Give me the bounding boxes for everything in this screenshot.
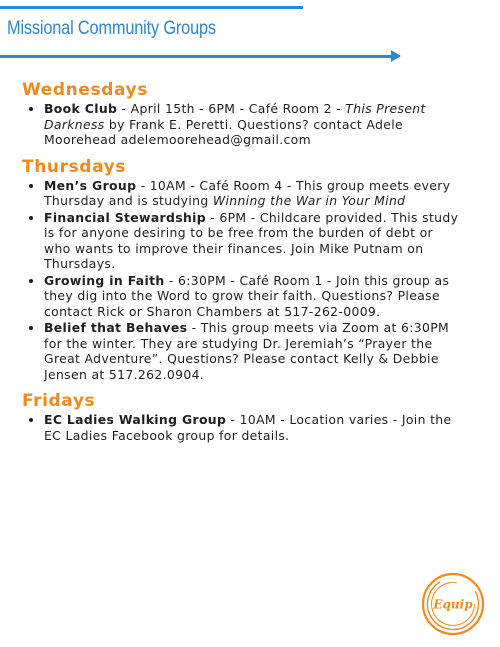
list-item	[44, 320, 462, 382]
logo-text: Equip	[433, 597, 473, 612]
group-details: - 10AM - Café Room 4 - This group meets every Thursday and is studying	[44, 177, 451, 208]
group-name: Belief that Behaves	[44, 320, 188, 335]
group-name: Men’s Group	[44, 177, 137, 193]
group-details: - 6PM - Childcare provided. This study is for anyone desiring to be free from the burden of debt or who wants to improve their finances. Join Mike Putnam on Thursdays.	[44, 209, 459, 271]
group-name: EC Ladies Walking Group	[44, 412, 227, 427]
equip-logo	[420, 571, 486, 637]
group-list-thursdays	[22, 178, 462, 383]
groups-content	[22, 80, 462, 452]
page-title: Missional Community Groups	[7, 18, 216, 39]
group-details: - 6:30PM - Café Room 1 - Join this group as they dig into the Word to grow their faith. Questions? Please contact Rick or Sharon Chambers at 517-262-0009.	[44, 272, 450, 319]
list-item	[44, 210, 462, 272]
day-heading-wednesdays: Wednesdays	[22, 80, 148, 100]
group-name: Growing in Faith	[44, 272, 165, 288]
top-divider	[0, 6, 303, 9]
list-item	[44, 273, 462, 320]
group-details: - 10AM - Location varies - Join the EC Ladies Facebook group for details.	[44, 412, 452, 443]
book-title: This Present Darkness	[44, 101, 426, 132]
arrow-head-icon	[391, 50, 401, 62]
group-details: - This group meets via Zoom at 6:30PM for the winter. They are studying Dr. Jeremiah’s “Prayer the Great Adventure”. Questions? Please contact Kelly & Debbie Jensen at 517.262.0904.	[44, 320, 450, 382]
arrow-divider	[0, 55, 392, 58]
group-name: Financial Stewardship	[44, 209, 206, 225]
day-heading-thursdays: Thursdays	[22, 156, 127, 177]
group-name: Book Club	[44, 101, 118, 116]
list-item	[44, 412, 462, 443]
group-list-fridays	[22, 412, 462, 443]
list-item	[44, 101, 462, 148]
group-details: - April 15th - 6PM - Café Room 2 -	[117, 101, 346, 116]
list-item	[44, 178, 462, 209]
group-list-wednesdays	[22, 101, 462, 148]
day-heading-fridays: Fridays	[22, 391, 96, 411]
book-title: Winning the War in Your Mind	[212, 193, 406, 208]
group-details-cont: by Frank E. Peretti. Questions? contact Adele Moorehead adelemoorehead@gmail.com	[44, 116, 403, 147]
